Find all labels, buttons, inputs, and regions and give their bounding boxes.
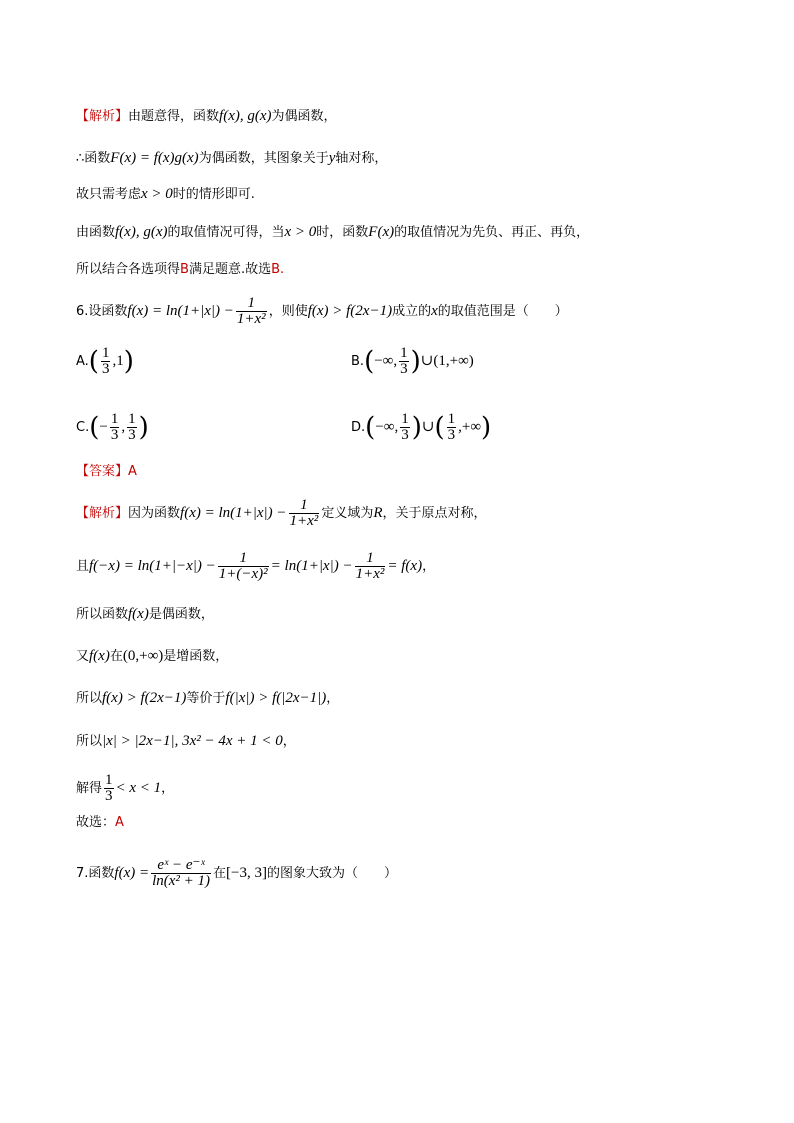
fraction <box>355 551 386 582</box>
text: , <box>121 419 126 435</box>
denominator: 3 <box>401 427 409 443</box>
text: 成立的 <box>392 304 432 319</box>
math-cond: x > 0 <box>284 224 317 240</box>
denominator: 1+x² <box>289 513 319 529</box>
text: 是增函数， <box>163 649 229 664</box>
paren: ) <box>138 412 149 443</box>
text: 的取值情况可得，当 <box>167 225 285 240</box>
text: 所以结合各选项得 <box>76 262 181 277</box>
text: 故只需考虑 <box>76 187 142 202</box>
fraction <box>218 551 269 582</box>
sol-line6 <box>76 731 296 752</box>
denominator: 3 <box>105 788 113 804</box>
paren: ( <box>365 412 376 443</box>
text: ， <box>282 734 296 749</box>
numerator: 1 <box>105 772 113 788</box>
option-label: C. <box>76 420 90 435</box>
q6-stem <box>76 296 568 327</box>
text: 且 <box>76 559 90 574</box>
denominator: 1+(−x)² <box>218 566 268 582</box>
fraction <box>101 346 111 377</box>
text: 的图象大致为（ ） <box>267 866 398 881</box>
text: ∴函数 <box>76 151 111 166</box>
text: 时，函数 <box>316 225 369 240</box>
text: 是偶函数， <box>148 607 214 622</box>
text: −∞, <box>375 419 399 435</box>
text: 所以 <box>76 691 103 706</box>
text: ,1 <box>112 353 124 369</box>
choice-b: B <box>180 262 189 277</box>
math-F: F(x) <box>368 224 395 240</box>
option-label: D. <box>351 420 366 435</box>
text: 轴对称， <box>335 151 388 166</box>
option-b <box>351 346 474 377</box>
fraction <box>399 346 409 377</box>
text: 由函数 <box>76 225 116 240</box>
paren: ) <box>481 412 492 443</box>
numerator: 1 <box>401 411 409 427</box>
paren: ) <box>411 412 422 443</box>
analysis5-line4 <box>76 222 589 243</box>
text: ，关于原点对称， <box>382 506 487 521</box>
text: 定义域为 <box>321 506 374 521</box>
math: < x < 1 <box>115 780 162 796</box>
text: (1,+∞) <box>433 353 474 369</box>
math-fx: f(x) = ln(1+|x|) − <box>180 505 287 521</box>
option-d <box>351 412 491 443</box>
text: ,+∞ <box>458 419 482 435</box>
denominator: 1+x² <box>236 311 266 327</box>
option-a <box>76 346 134 377</box>
text: 解得 <box>76 781 103 796</box>
denominator: 3 <box>447 427 456 443</box>
choice-b: B. <box>271 262 285 277</box>
numerator: 1 <box>101 345 110 361</box>
math-x: x <box>431 303 438 319</box>
sol-line8 <box>76 813 124 833</box>
answer-value: A <box>128 464 137 479</box>
numerator: 1 <box>447 411 456 427</box>
sol-line4 <box>76 646 228 667</box>
analysis5-line3 <box>76 184 255 205</box>
numerator: eˣ − e⁻ˣ <box>157 857 205 873</box>
text: 的取值情况为先负、再正、再负， <box>394 225 590 240</box>
sol-line1 <box>76 498 487 529</box>
answer-line <box>76 462 137 482</box>
text: 的取值范围是（ ） <box>437 304 568 319</box>
text: 为偶函数， <box>271 109 337 124</box>
analysis-label: 【解析】 <box>76 506 129 521</box>
math-fg: f(x), g(x) <box>115 224 168 240</box>
fraction <box>110 412 120 443</box>
union: ∪ <box>421 419 435 435</box>
math-fx: f(x) <box>89 648 110 664</box>
fraction <box>400 412 410 443</box>
fraction <box>151 858 211 889</box>
text: 因为函数 <box>128 506 181 521</box>
text: 为偶函数，其图象关于 <box>198 151 329 166</box>
numerator: 1 <box>300 497 308 513</box>
fraction <box>236 296 267 327</box>
math: f(|x|) > f(|2x−1|) <box>225 690 327 706</box>
math: |x| > |2x−1|, 3x² − 4x + 1 < 0 <box>102 733 283 749</box>
text: 所以 <box>76 734 103 749</box>
denominator: 3 <box>110 427 119 443</box>
fraction <box>447 412 457 443</box>
sol-line3 <box>76 604 214 625</box>
text: ， <box>161 781 175 796</box>
math-ineq: f(x) > f(2x−1) <box>307 303 393 319</box>
analysis5-line2 <box>76 148 387 169</box>
q7-stem <box>76 858 397 889</box>
text: 由题意得，函数 <box>128 109 220 124</box>
text: 时的情形即可. <box>172 187 255 202</box>
text: 故选： <box>76 815 116 830</box>
sol-line2 <box>76 551 435 582</box>
numerator: 1 <box>128 411 136 427</box>
denominator: 1+x² <box>355 566 385 582</box>
numerator: 1 <box>400 345 408 361</box>
math-fx: f(x) = <box>114 865 150 881</box>
analysis5-line5 <box>76 260 284 280</box>
text: 满足题意.故选 <box>188 262 272 277</box>
text: −∞, <box>374 353 398 369</box>
fraction <box>289 498 320 529</box>
answer-value: A <box>115 815 124 830</box>
text: 在 <box>213 866 227 881</box>
denominator: 3 <box>101 361 110 377</box>
text: ， <box>326 691 340 706</box>
denominator: 3 <box>128 427 136 443</box>
math: = ln(1+|x|) − <box>270 558 353 574</box>
paren: ) <box>410 346 421 377</box>
fraction <box>127 412 137 443</box>
sol-line5 <box>76 688 339 709</box>
paren: ) <box>123 346 134 377</box>
answer-label: 【答案】 <box>76 464 129 479</box>
text: 又 <box>76 649 90 664</box>
paren: ( <box>434 412 445 443</box>
option-label: B. <box>351 354 365 369</box>
sol-line7 <box>76 773 174 804</box>
text: 所以函数 <box>76 607 129 622</box>
q7-prefix: 7.函数 <box>76 866 115 881</box>
text: 等价于 <box>186 691 226 706</box>
denominator: ln(x² + 1) <box>152 873 211 889</box>
denominator: 3 <box>400 361 408 377</box>
math-y: y <box>328 150 336 166</box>
math: = f(x) <box>387 558 423 574</box>
text: ， <box>422 559 436 574</box>
union: ∪ <box>420 353 434 369</box>
math-F: F(x) = f(x)g(x) <box>110 150 199 166</box>
numerator: 1 <box>110 411 119 427</box>
math: f(x) > f(2x−1) <box>102 690 187 706</box>
paren: ( <box>88 346 99 377</box>
option-c <box>76 412 149 443</box>
math-R: R <box>373 505 383 521</box>
paren: ( <box>364 346 375 377</box>
paren: ( <box>89 412 100 443</box>
math-cond: x > 0 <box>141 186 173 202</box>
numerator: 1 <box>366 550 374 566</box>
math-fx: f(x) <box>128 606 149 622</box>
math: f(−x) = ln(1+|−x|) − <box>89 558 216 574</box>
math-interval: [−3, 3] <box>226 865 267 881</box>
analysis-label: 【解析】 <box>76 109 129 124</box>
fraction <box>104 773 114 804</box>
text: 在 <box>109 649 123 664</box>
option-label: A. <box>76 354 89 369</box>
q6-prefix: 6.设函数 <box>76 304 128 319</box>
math-fx: f(x) = ln(1+|x|) − <box>127 303 234 319</box>
text: − <box>99 419 108 435</box>
numerator: 1 <box>247 295 256 311</box>
text: ，则使 <box>268 304 308 319</box>
math-fg: f(x), g(x) <box>219 108 272 124</box>
analysis5-line1 <box>76 106 337 127</box>
math-interval: (0,+∞) <box>122 648 164 664</box>
numerator: 1 <box>239 550 247 566</box>
